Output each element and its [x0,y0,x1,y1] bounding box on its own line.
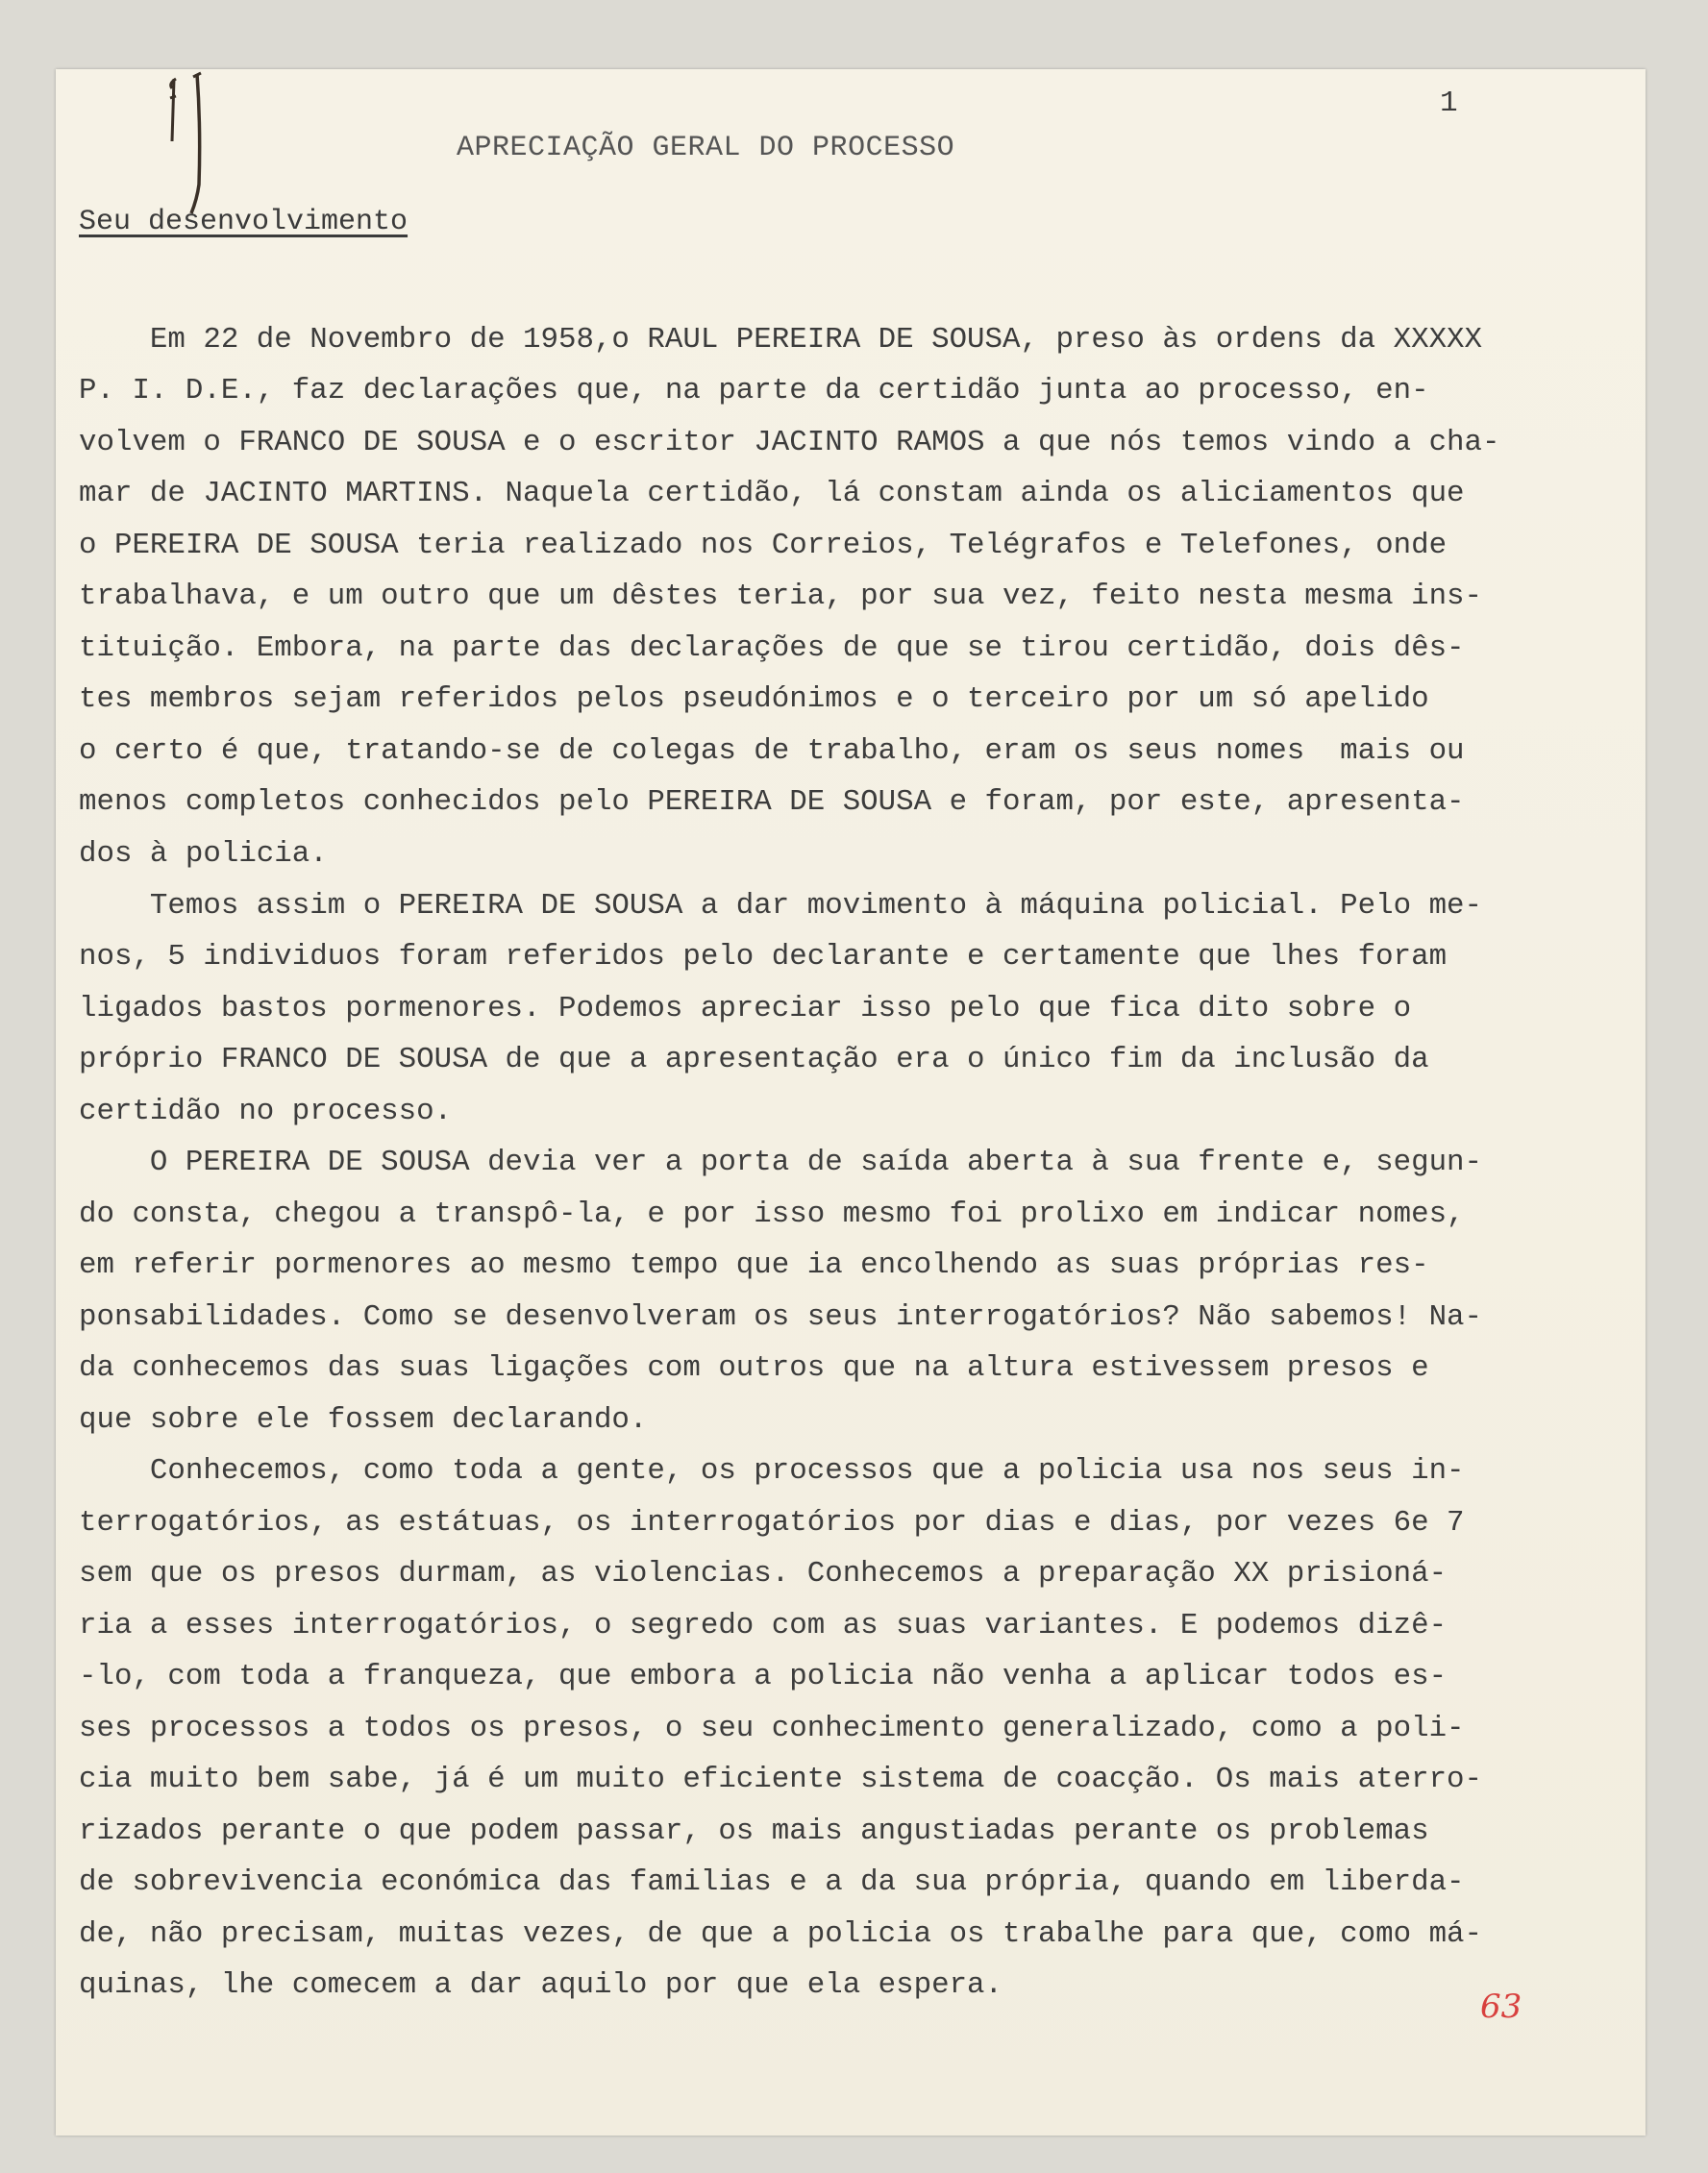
body-line: de, não precisam, muitas vezes, de que a policia os trabalhe para que, como má- [79,1917,1483,1951]
body-line: tituição. Embora, na parte das declarações de que se tirou certidão, dois dês- [79,631,1465,665]
body-line: sem que os presos durmam, as violencias. Conhecemos a preparação XX prisioná- [79,1557,1448,1591]
body-line: volvem o FRANCO DE SOUSA e o escritor JACINTO RAMOS a que nós temos vindo a cha- [79,426,1500,459]
body-line: menos completos conhecidos pelo PEREIRA DE SOUSA e foram, por este, apresenta- [79,785,1465,819]
body-line: da conhecemos das suas ligações com outros que na altura estivessem presos e [79,1351,1429,1385]
body-line: ligados bastos pormenores. Podemos apreciar isso pelo que fica dito sobre o [79,992,1412,1025]
body-line: P. I. D.E., faz declarações que, na parte da certidão junta ao processo, en- [79,374,1429,407]
body-line: Em 22 de Novembro de 1958,o RAUL PEREIRA DE SOUSA, preso às ordens da XXXXX [79,323,1483,357]
section-heading: Seu desenvolvimento [79,206,408,238]
body-line: dos à policia. [79,837,328,871]
body-line: o PEREIRA DE SOUSA teria realizado nos Correios, Telégrafos e Telefones, onde [79,529,1448,562]
staple-marks-icon [157,69,214,223]
page-number: 1 [1440,86,1458,120]
body-line: -lo, com toda a franqueza, que embora a policia não venha a aplicar todos es- [79,1660,1448,1693]
body-line: Temos assim o PEREIRA DE SOUSA a dar movimento à máquina policial. Pelo me- [79,889,1483,923]
body-line: O PEREIRA DE SOUSA devia ver a porta de saída aberta à sua frente e, segun- [79,1146,1483,1179]
body-line: nos, 5 individuos foram referidos pelo declarante e certamente que lhes foram [79,940,1448,974]
body-line: terrogatórios, as estátuas, os interrogatórios por dias e dias, por vezes 6e 7 [79,1506,1465,1540]
body-line: ses processos a todos os presos, o seu conhecimento generalizado, como a poli- [79,1712,1465,1745]
body-line: de sobrevivencia económica das familias e a da sua própria, quando em liberda- [79,1865,1465,1899]
body-line: próprio FRANCO DE SOUSA de que a apresentação era o único fim da inclusão da [79,1043,1429,1076]
body-line: mar de JACINTO MARTINS. Naquela certidão, lá constam ainda os aliciamentos que [79,477,1465,510]
body-line: Conhecemos, como toda a gente, os processos que a policia usa nos seus in- [79,1454,1465,1488]
body-line: rizados perante o que podem passar, os mais angustiadas perante os problemas [79,1815,1429,1848]
body-line: o certo é que, tratando-se de colegas de trabalho, eram os seus nomes mais ou [79,734,1465,768]
body-line: que sobre ele fossem declarando. [79,1403,648,1437]
archive-page-number: 63 [1480,1988,1522,2026]
body-line: em referir pormenores ao mesmo tempo que ia encolhendo as suas próprias res- [79,1248,1429,1282]
body-line: trabalhava, e um outro que um dêstes teria, por sua vez, feito nesta mesma ins- [79,580,1483,613]
body-line: tes membros sejam referidos pelos pseudónimos e o terceiro por um só apelido [79,682,1429,716]
body-line: ria a esses interrogatórios, o segredo com as suas variantes. E podemos dizê- [79,1609,1448,1642]
body-line: certidão no processo. [79,1095,453,1128]
document-title: APRECIAÇÃO GERAL DO PROCESSO [457,132,955,164]
body-line: quinas, lhe comecem a dar aquilo por que ela espera. [79,1968,1003,2002]
body-line: do consta, chegou a transpô-la, e por isso mesmo foi prolixo em indicar nomes, [79,1198,1465,1231]
body-line: ponsabilidades. Como se desenvolveram os seus interrogatórios? Não sabemos! Na- [79,1300,1483,1334]
body-line: cia muito bem sabe, já é um muito eficiente sistema de coacção. Os mais aterro- [79,1763,1483,1796]
